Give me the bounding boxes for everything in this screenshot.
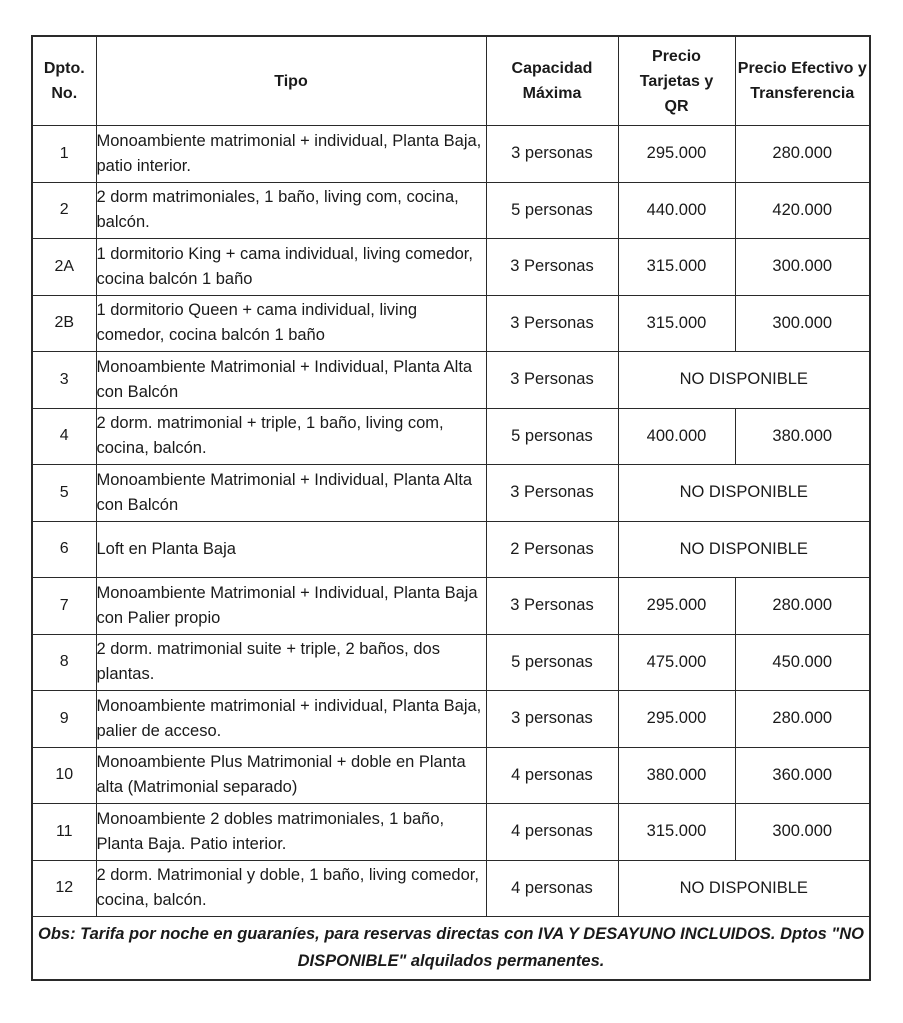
- footer-row: [32, 917, 870, 981]
- precio-efectivo-value: 300.000: [735, 804, 870, 861]
- precio-efectivo-value: 380.000: [735, 408, 870, 465]
- capacidad-value: 3 Personas: [486, 352, 618, 409]
- no-disponible-status: NO DISPONIBLE: [618, 521, 870, 578]
- tipo-description: Monoambiente matrimonial + individual, Planta Baja, patio interior.: [96, 126, 486, 183]
- header-row: [32, 36, 870, 126]
- dpto-number: 3: [32, 352, 96, 409]
- table-row: [32, 691, 870, 748]
- precio-efectivo-value: 280.000: [735, 126, 870, 183]
- dpto-number: 12: [32, 860, 96, 917]
- precio-tarjetas-value: 380.000: [618, 747, 735, 804]
- table-row: [32, 578, 870, 635]
- dpto-number: 10: [32, 747, 96, 804]
- precio-efectivo-value: 420.000: [735, 182, 870, 239]
- precio-efectivo-value: 360.000: [735, 747, 870, 804]
- capacidad-value: 3 Personas: [486, 465, 618, 522]
- dpto-number: 1: [32, 126, 96, 183]
- no-disponible-status: NO DISPONIBLE: [618, 860, 870, 917]
- dpto-number: 11: [32, 804, 96, 861]
- dpto-number: 4: [32, 408, 96, 465]
- tipo-description: Loft en Planta Baja: [96, 521, 486, 578]
- table-row: [32, 239, 870, 296]
- header-dpto: Dpto. No.: [32, 36, 96, 126]
- capacidad-value: 5 personas: [486, 182, 618, 239]
- capacidad-value: 3 Personas: [486, 578, 618, 635]
- table-row: [32, 408, 870, 465]
- dpto-number: 8: [32, 634, 96, 691]
- tipo-description: 2 dorm. Matrimonial y doble, 1 baño, living comedor, cocina, balcón.: [96, 860, 486, 917]
- header-tipo: Tipo: [96, 36, 486, 126]
- table-row: [32, 860, 870, 917]
- table-row: [32, 465, 870, 522]
- precio-efectivo-value: 300.000: [735, 239, 870, 296]
- precio-tarjetas-value: 295.000: [618, 691, 735, 748]
- table-row: [32, 352, 870, 409]
- capacidad-value: 4 personas: [486, 747, 618, 804]
- tipo-description: 1 dormitorio King + cama individual, living comedor, cocina balcón 1 baño: [96, 239, 486, 296]
- tipo-description: Monoambiente Matrimonial + Individual, Planta Alta con Balcón: [96, 465, 486, 522]
- no-disponible-status: NO DISPONIBLE: [618, 465, 870, 522]
- dpto-number: 2B: [32, 295, 96, 352]
- tipo-description: Monoambiente Matrimonial + Individual, Planta Baja con Palier propio: [96, 578, 486, 635]
- precio-efectivo-value: 300.000: [735, 295, 870, 352]
- precio-tarjetas-value: 295.000: [618, 578, 735, 635]
- precio-efectivo-value: 280.000: [735, 691, 870, 748]
- precio-tarjetas-value: 475.000: [618, 634, 735, 691]
- header-precio-efectivo: Precio Efectivo y Transferencia: [735, 36, 870, 126]
- precio-tarjetas-value: 295.000: [618, 126, 735, 183]
- capacidad-value: 3 personas: [486, 126, 618, 183]
- table-row: [32, 634, 870, 691]
- dpto-number: 6: [32, 521, 96, 578]
- precio-tarjetas-value: 440.000: [618, 182, 735, 239]
- dpto-number: 7: [32, 578, 96, 635]
- dpto-number: 2A: [32, 239, 96, 296]
- no-disponible-status: NO DISPONIBLE: [618, 352, 870, 409]
- capacidad-value: 5 personas: [486, 634, 618, 691]
- capacidad-value: 3 Personas: [486, 239, 618, 296]
- capacidad-value: 4 personas: [486, 804, 618, 861]
- table-row: [32, 804, 870, 861]
- tipo-description: Monoambiente Matrimonial + Individual, Planta Alta con Balcón: [96, 352, 486, 409]
- dpto-number: 5: [32, 465, 96, 522]
- capacidad-value: 3 personas: [486, 691, 618, 748]
- table-row: [32, 747, 870, 804]
- capacidad-value: 5 personas: [486, 408, 618, 465]
- tipo-description: 2 dorm matrimoniales, 1 baño, living com, cocina, balcón.: [96, 182, 486, 239]
- precio-tarjetas-value: 400.000: [618, 408, 735, 465]
- table-row: [32, 295, 870, 352]
- capacidad-value: 2 Personas: [486, 521, 618, 578]
- header-precio-tarjetas: Precio Tarjetas y QR: [618, 36, 735, 126]
- capacidad-value: 4 personas: [486, 860, 618, 917]
- rates-table: [31, 35, 871, 981]
- precio-tarjetas-value: 315.000: [618, 804, 735, 861]
- capacidad-value: 3 Personas: [486, 295, 618, 352]
- precio-efectivo-value: 280.000: [735, 578, 870, 635]
- tipo-description: Monoambiente Plus Matrimonial + doble en Planta alta (Matrimonial separado): [96, 747, 486, 804]
- tipo-description: 2 dorm. matrimonial + triple, 1 baño, living com, cocina, balcón.: [96, 408, 486, 465]
- precio-tarjetas-value: 315.000: [618, 239, 735, 296]
- precio-tarjetas-value: 315.000: [618, 295, 735, 352]
- table-row: [32, 182, 870, 239]
- table-row: [32, 521, 870, 578]
- table-row: [32, 126, 870, 183]
- tipo-description: Monoambiente 2 dobles matrimoniales, 1 baño, Planta Baja. Patio interior.: [96, 804, 486, 861]
- header-capacidad: Capacidad Máxima: [486, 36, 618, 126]
- tipo-description: 1 dormitorio Queen + cama individual, living comedor, cocina balcón 1 baño: [96, 295, 486, 352]
- precio-efectivo-value: 450.000: [735, 634, 870, 691]
- tipo-description: 2 dorm. matrimonial suite + triple, 2 baños, dos plantas.: [96, 634, 486, 691]
- dpto-number: 2: [32, 182, 96, 239]
- dpto-number: 9: [32, 691, 96, 748]
- tipo-description: Monoambiente matrimonial + individual, Planta Baja, palier de acceso.: [96, 691, 486, 748]
- footer-note: Obs: Tarifa por noche en guaraníes, para reservas directas con IVA Y DESAYUNO INCLUIDOS. Dptos "NO DISPONIBLE" alquilados permanentes.: [32, 917, 870, 981]
